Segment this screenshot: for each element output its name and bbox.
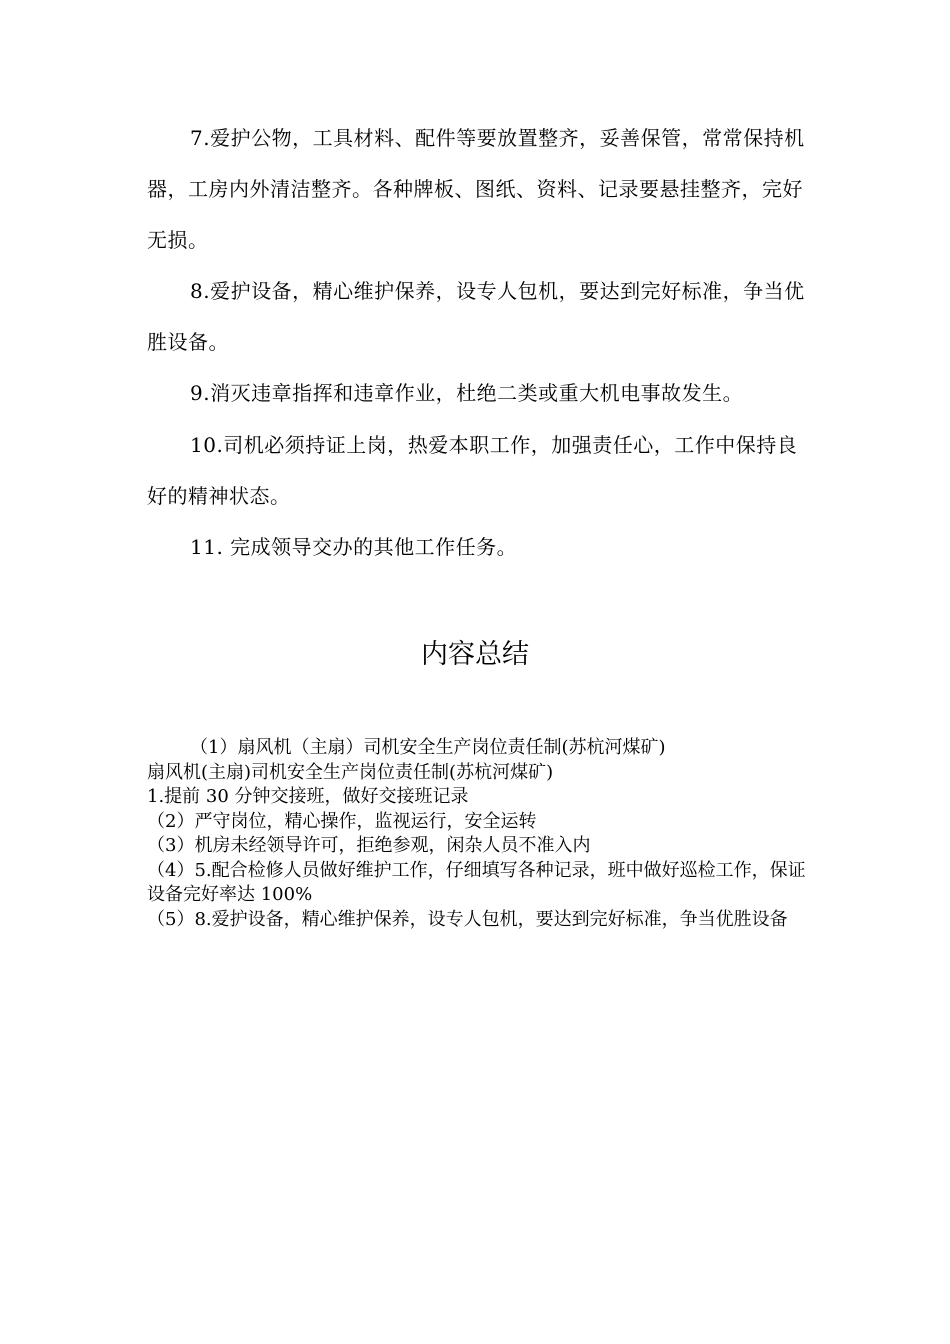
summary-line: （1）扇风机（主扇）司机安全生产岗位责任制(苏杭河煤矿): [190, 737, 666, 758]
paragraph-item-10: 10.司机必须持证上岗，热爱本职工作，加强责任心，工作中保持良好的精神状态。: [147, 433, 798, 508]
summary-line: （5）8.爱护设备，精心维护保养，设专人包机，要达到完好标准，争当优胜设备: [147, 908, 788, 930]
paragraph-item-8: 8.爱护设备，精心维护保养，设专人包机，要达到完好标准，争当优胜设备。: [147, 279, 805, 354]
summary-line: 扇风机(主扇)司机安全生产岗位责任制(苏杭河煤矿): [147, 761, 554, 783]
summary-block: [147, 736, 807, 932]
summary-line: （4）5.配合检修人员做好维护工作，仔细填写各种记录，班中做好巡检工作，保证设备完好率达 100%: [147, 859, 806, 905]
summary-line: （2）严守岗位，精心操作，监视运行，安全运转: [147, 810, 537, 832]
summary-line: （3）机房未经领导许可，拒绝参观，闲杂人员不准入内: [147, 835, 591, 856]
paragraph-item-9: 9.消灭违章指挥和违章作业，杜绝二类或重大机电事故发生。: [190, 381, 744, 405]
summary-line: 1.提前 30 分钟交接班，做好交接班记录: [147, 786, 469, 807]
paragraph-item-11: 11. 完成领导交办的其他工作任务。: [190, 535, 518, 559]
summary-heading: 内容总结: [421, 639, 529, 670]
paragraph-item-7: 7.爱护公物，工具材料、配件等要放置整齐，妥善保管，常常保持机器，工房内外清洁整齐。各种牌板、图纸、资料、记录要悬挂整齐，完好无损。: [147, 126, 805, 252]
